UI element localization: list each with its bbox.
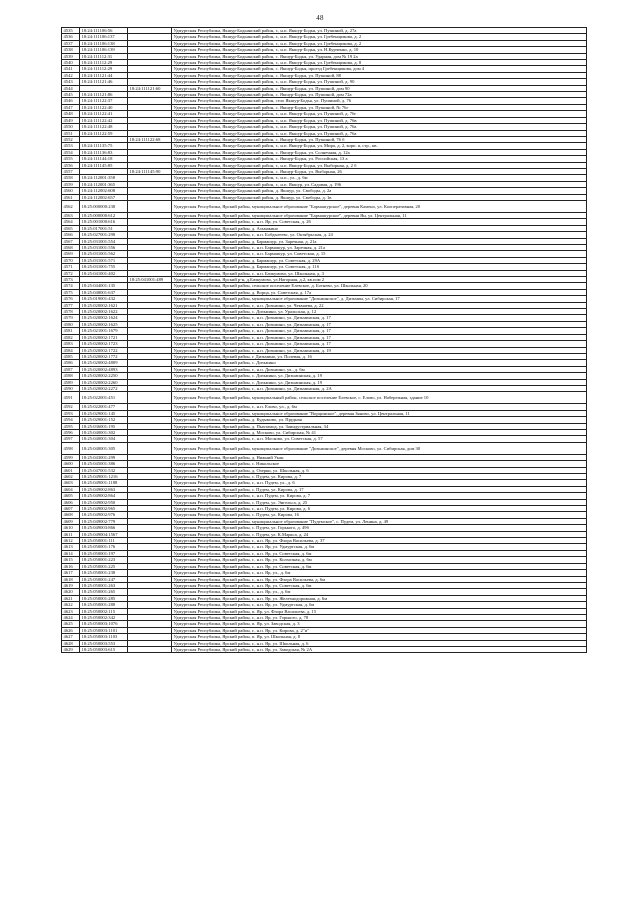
cadastral-number-cell: 18:24:111106:56 (80, 28, 128, 34)
address-cell: Удмуртская Республика, Якшур-Бодьинский район, с. Якшур-Бодья, ул. Российская, 13 а (172, 156, 587, 162)
row-number-cell: 4613 (62, 544, 80, 550)
row-number-cell: 4621 (62, 595, 80, 601)
row-number-cell: 4595 (62, 423, 80, 429)
address-cell: Удмуртская Республика, Ярский район, с. Дизьмино (172, 360, 587, 366)
cadastral-number-cell: 18:24:111122:37 (80, 98, 128, 104)
address-cell: Удмуртская Республика, Ярский район, муниципальное образование "Дизьминское", деревня Москово, ул. Сибирская, дом 30 (172, 442, 587, 454)
row-number-cell: 4624 (62, 614, 80, 620)
row-number-cell: 4542 (62, 72, 80, 78)
cadastral-number-cell: 18:25:020002:2250 (80, 373, 128, 379)
cadastral-number-cell: 18:24:111112:29 (80, 66, 128, 72)
cadastral-number-cell: 18:25:031001:571 (80, 257, 128, 263)
row-number-cell: 4586 (62, 360, 80, 366)
row-number-cell: 4615 (62, 557, 80, 563)
row-number-cell: 4560 (62, 188, 80, 194)
address-cell: Удмуртская Республика, Ярский район, муниципальное образование "Ворцинское", деревня Зяново, ул. Центральная, 11 (172, 410, 587, 416)
cadastral-number-cell: 18:25:020002:1721 (80, 334, 128, 340)
address-cell: Удмуртская Республика, Ярский район, г., н.п. Дизьмино, ул. Дизьминская, д. 17 (172, 341, 587, 347)
address-cell: Удмуртская Республика, Ярский район, с. Пудем, ул. Кирова, 16 (172, 512, 587, 518)
cadastral-number-cell: 18:24:112001:365 (80, 181, 128, 187)
previous-number-cell (128, 442, 172, 454)
cadastral-number-cell: 18:25:050003:1101 (80, 627, 128, 633)
cadastral-number-cell: 18:25:036001:195 (80, 423, 128, 429)
cadastral-number-cell: 18:25:049004:1567 (80, 531, 128, 537)
page-number: 48 (316, 14, 324, 22)
row-number-cell: 4599 (62, 454, 80, 460)
cadastral-number-cell: 18:25:050003:615 (80, 646, 128, 652)
address-cell: Удмуртская Республика, Ярский район, муниципальное образование "Пудемское", с. Пудем, ул. Ленина, д. 49 (172, 518, 587, 524)
cadastral-number-cell: 18:24:111145:85 (80, 162, 128, 168)
row-number-cell: 4578 (62, 309, 80, 315)
row-number-cell: 4546 (62, 98, 80, 104)
row-number-cell: 4579 (62, 315, 80, 321)
row-number-cell: 4562 (62, 200, 80, 212)
address-cell: Удмуртская Республика, Якшур-Бодьинский район, с. Якшур-Бодья, ул. Пушиной, 88 (172, 72, 587, 78)
address-cell: Удмуртская Республика, Ярский район, муниципальное образование "Бармашурское", деревня Камено, ул. Кооперативная, 20 (172, 200, 587, 212)
row-number-cell: 4557 (62, 168, 80, 174)
address-cell: Удмуртская Республика, Якшур-Бодьинский район, с. Якшур-Бодья, ул. Выборная, 26 (172, 168, 587, 174)
address-cell: Удмуртская Республика, Якшур-Бодьинский район, г., н.п. Якшур-Бодья, ул. Мира, д. 2, корп. я, стр., кв. (172, 143, 587, 149)
row-number-cell: 4606 (62, 499, 80, 505)
address-cell: Удмуртская Республика, Ярский район, п. Яр, ул. Флора Васильева, д. 15 (172, 608, 587, 614)
address-cell: Удмуртская Республика, Ярский район, г., н.п. Бачкумово, ул. Школьная, д. 3 (172, 270, 587, 276)
cadastral-number-cell: 18:24:111122:42 (80, 117, 128, 123)
row-number-cell: 4592 (62, 404, 80, 410)
address-cell: Удмуртская Республика, Ярский район, с. Пудем, ул. Энгельса, д. 25 (172, 499, 587, 505)
cadastral-number-cell: 18:24:111122:41 (80, 111, 128, 117)
row-number-cell: 4590 (62, 385, 80, 391)
row-number-cell: 4538 (62, 47, 80, 53)
address-cell: Удмуртская Республика, Ярский район, с. Пудем, ул. Кирова, д. 17 (172, 486, 587, 492)
address-cell: Удмуртская Республика, Ярский район, г., н.п. Яр, ул. Советская, д. 6м (172, 563, 587, 569)
address-cell: Удмуртская Республика, Якшур-Бодьинский район, с. Якшур-Бодья, ул. Солнечная, д. 12а (172, 149, 587, 155)
address-cell: Удмуртская Республика, Ярский район, д. Москово, ул. Сибирская, № 41 (172, 429, 587, 435)
cadastral-number-cell: 18:25:050001:176 (80, 544, 128, 550)
cadastral-number-cell: 18:24:111106:139 (80, 47, 128, 53)
address-cell: Удмуртская Республика, Ярский район, г., н.п. Яр, ул. Школьная, д. 6 (172, 640, 587, 646)
cadastral-number-cell: 18:25:049001:1188 (80, 480, 128, 486)
cadastral-number-cell: 18:24:111121:44 (80, 72, 128, 78)
cadastral-number-cell: 18:25:020002:1625 (80, 321, 128, 327)
row-number-cell: 4602 (62, 474, 80, 480)
address-cell: Удмуртская Республика, Якшур-Бодьинский район, д. Якшур, ул. Свободы, д. 1в (172, 194, 587, 200)
address-cell: Удмуртская Республика, Ярский район, д. Ворца, ул. Советская, д. 17а (172, 289, 587, 295)
address-cell: Удмуртская Республика, Якшур-Бодьинский район, г., н.п. Якшур-Бодья, ул. Пушиной, д. 76г (172, 111, 587, 117)
row-number-cell: 4596 (62, 429, 80, 435)
row-number-cell: 4610 (62, 525, 80, 531)
cadastral-number-cell: 18:24:111122:40 (80, 104, 128, 110)
cadastral-number-cell: 18:25:020002:1621 (80, 302, 128, 308)
address-cell: Удмуртская Республика, Якшур-Бодьинский район, с. Якшур-Бодья, проезд Гребенщикова, дом 4 (172, 66, 587, 72)
address-cell: Удмуртская Республика, Якшур-Бодьинский район, д. Якшур, ул. Свободы, д. 2а (172, 188, 587, 194)
address-cell: Удмуртская Республика, Ярский район, муниципальный район, сельское поселение Елевское, с. Елово, ул. Набережная, здание 10 (172, 392, 587, 404)
row-number-cell: 4556 (62, 162, 80, 168)
address-cell: Удмуртская Республика, Ярский район, г., н.п. Яр, ул. Горького, д. 78 (172, 614, 587, 620)
row-number-cell: 4566 (62, 232, 80, 238)
row-number-cell: 4608 (62, 512, 80, 518)
row-number-cell: 4611 (62, 531, 80, 537)
address-cell: Удмуртская Республика, Ярский район, муниципальное образование "Бармашурское", деревня Ян, ул. Центральная, 11 (172, 212, 587, 218)
cadastral-number-cell: 18:25:031001:556 (80, 245, 128, 251)
row-number-cell: 4589 (62, 379, 80, 385)
address-cell: Удмуртская Республика, Якшур-Бодьинский район, село Якшур-Бодья, ул. Пушиной, д. 76 (172, 98, 587, 104)
address-cell: Удмуртская Республика, Якшур-Бодьинский район, с. Якшур-Бодья, ул. Пушиной, 76 б (172, 136, 587, 142)
address-cell: Удмуртская Республика, Ярский район, с. Дизьмино, ул. Уральская, д. 12 (172, 309, 587, 315)
row-number-cell: 4548 (62, 111, 80, 117)
row-number-cell: 4612 (62, 538, 80, 544)
address-cell: Удмуртская Республика, Ярский район, г., н.п. Яр, ул. Советская, д. 6м (172, 550, 587, 556)
table-row (62, 646, 587, 652)
previous-number-cell (128, 392, 172, 404)
row-number-cell: 4554 (62, 149, 80, 155)
address-cell: Удмуртская Республика, Ярский р-н, д.Бачкумово, ул.Нагорная, д.2, кв.пом 2 (172, 277, 587, 283)
address-cell: Удмуртская Республика, Ярский район, г., н.п. Елово, ул., д. 6м (172, 404, 587, 410)
cadastral-number-cell: 18:25:020002:1624 (80, 315, 128, 321)
row-number-cell: 4577 (62, 302, 80, 308)
cadastral-number-cell: 18:25:050001:263 (80, 582, 128, 588)
cadastral-number-cell: 18:24:112002:657 (80, 194, 128, 200)
row-number-cell: 4616 (62, 563, 80, 569)
address-cell: Удмуртская Республика, Ярский район, п. Яр, ул. Школьная, д. 8 (172, 634, 587, 640)
cadastral-number-cell: 18:25:050001:223 (80, 557, 128, 563)
cadastral-number-cell: 18:25:050001:197 (80, 550, 128, 556)
cadastral-number-cell: 18:25:050001:288 (80, 602, 128, 608)
table-row (62, 200, 587, 212)
row-number-cell: 4563 (62, 212, 80, 218)
cadastral-number-cell: 18:25:050001:238 (80, 570, 128, 576)
cadastral-number-cell: 18:25:000000:238 (80, 200, 128, 212)
cadastral-number-cell: 18:24:111122:59 (80, 130, 128, 136)
cadastral-number-cell: 18:24:112002:608 (80, 188, 128, 194)
address-cell: Удмуртская Республика, Ярский район, сельское поселение Елевское, д. Ботнево, ул. Школьная, 20 (172, 283, 587, 289)
cadastral-number-cell: 18:25:031001:755 (80, 264, 128, 270)
cadastral-number-cell: 18:25:049002:965 (80, 506, 128, 512)
row-number-cell: 4591 (62, 392, 80, 404)
row-number-cell: 4617 (62, 570, 80, 576)
address-cell: Удмуртская Республика, Якшур-Бодьинский район, г., н.п. Якшур-Бодья, ул. Пушиной, д. 76в (172, 117, 587, 123)
row-number-cell: 4627 (62, 634, 80, 640)
address-cell: Удмуртская Республика, Якшур-Бодьинский район, г., н.п. Якшур-Бодья, ул. Пушиной, д. 76а (172, 124, 587, 130)
row-number-cell: 4552 (62, 136, 80, 142)
row-number-cell: 4582 (62, 334, 80, 340)
cadastral-number-cell: 18:25:020002:4809 (80, 360, 128, 366)
row-number-cell: 4601 (62, 467, 80, 473)
registry-body (62, 28, 587, 653)
cadastral-number-cell: 18:25:047001:532 (80, 467, 128, 473)
row-number-cell: 4583 (62, 341, 80, 347)
address-cell: Удмуртская Республика, Ярский район, г., н.п. Яр, ул. Удмуртская, д. 6м (172, 602, 587, 608)
cadastral-number-cell: 18:25:017001:51 (80, 225, 128, 231)
cadastral-number-cell: 18:24:111112:29 (80, 60, 128, 66)
address-cell: Удмуртская Республика, Ярский район, г., н.п. Яр, ул. Железнодорожная, д. 6м (172, 595, 587, 601)
cadastral-number-cell: 18:25:049002:976 (80, 512, 128, 518)
row-number-cell: 4598 (62, 442, 80, 454)
cadastral-number-cell: 18:24:111121:86 (80, 92, 128, 98)
cadastral-number-cell: 18:25:050003:1076 (80, 621, 128, 627)
cadastral-number-cell: 18:25:050001:265 (80, 589, 128, 595)
address-cell: Удмуртская Республика, Якшур-Бодьинский район, с. Якшур-Бодья, ул. Пушиной, дом 90 (172, 85, 587, 91)
cadastral-number-cell: 18:25:022001:477 (80, 404, 128, 410)
address-cell: Удмуртская Республика, Якшур-Бодьинский район, с. Якшур-Бодья, ул. Пушиной, дом 72а (172, 92, 587, 98)
row-number-cell: 4600 (62, 461, 80, 467)
address-cell: Удмуртская Республика, Ярский район, г., н.п. Яр, ул. Флора Васильева, д. 6м (172, 576, 587, 582)
row-number-cell: 4544 (62, 85, 80, 91)
address-cell: Удмуртская Республика, Ярский район, г., н.п. Яр, ул., д. 6м (172, 589, 587, 595)
cadastral-number-cell: 18:25:001000:616 (80, 219, 128, 225)
row-number-cell: 4618 (62, 576, 80, 582)
cadastral-number-cell: 18:25:049002:779 (80, 518, 128, 524)
row-number-cell: 4570 (62, 257, 80, 263)
row-number-cell: 4558 (62, 175, 80, 181)
address-cell: Удмуртская Республика, Якшур-Бодьинский район, г., н.п. Якшур-Бодья, ул. Пушиной, д. 27а (172, 28, 587, 34)
row-number-cell: 4588 (62, 373, 80, 379)
row-number-cell: 4609 (62, 518, 80, 524)
previous-number-cell: 18:24:111145:90 (128, 168, 172, 174)
cadastral-number-cell: 18:24:111144:18 (80, 156, 128, 162)
address-cell: Удмуртская Республика, Ярский район, с. Пудем, ул. К.Маркса, д. 24 (172, 531, 587, 537)
address-cell: Удмуртская Республика, Ярский район, д. Кудымово, ул. Прудная (172, 417, 587, 423)
cadastral-number-cell: 18:25:050003:553 (80, 640, 128, 646)
cadastral-number-cell: 18:25:050001:285 (80, 595, 128, 601)
registry-table (61, 27, 587, 653)
row-number-cell: 4553 (62, 143, 80, 149)
cadastral-number-cell: 18:25:049002:863 (80, 486, 128, 492)
cadastral-number-cell: 18:25:020002:2272 (80, 385, 128, 391)
cadastral-number-cell: 18:25:029001:145 (80, 410, 128, 416)
row-number-cell: 4580 (62, 321, 80, 327)
row-number-cell: 4587 (62, 366, 80, 372)
cadastral-number-cell: 18:25:049003:866 (80, 525, 128, 531)
address-cell: Удмуртская Республика, Якшур-Бодьинский район, г., н.п. Якшур-Бодья, ул. Гребенщикова, д. 2 (172, 40, 587, 46)
row-number-cell: 4581 (62, 328, 80, 334)
address-cell: Удмуртская Республика, Ярский район, г., н.п. Дизьмино, ул. Дизьминская, д. 17 (172, 321, 587, 327)
address-cell: Удмуртская Республика, Ярский район, г., н.п. Яр, ул. Колхозная, д. 6м (172, 557, 587, 563)
row-number-cell: 4574 (62, 283, 80, 289)
row-number-cell: 4585 (62, 353, 80, 359)
row-number-cell: 4594 (62, 417, 80, 423)
address-cell: Удмуртская Республика, Ярский район, г., н.п. Москово, ул. Советская, д. 57 (172, 436, 587, 442)
address-cell: Удмуртская Республика, Якшур-Бодьинский район, с. Якшур-Бодья, ул. Пушиной, № 76г (172, 104, 587, 110)
cadastral-number-cell: 18:24:111106:137 (80, 34, 128, 40)
row-number-cell: 4549 (62, 117, 80, 123)
address-cell: Удмуртская Республика, Ярский район, г., н.п. Пудем, ул. Кирова, д. 6 (172, 506, 587, 512)
address-cell: Удмуртская Республика, Ярский район, муниципальное образование "Дизьминское", д. Дизьмин, ул. Сибирская, 17 (172, 296, 587, 302)
cadastral-number-cell: 18:24:111135:75 (80, 143, 128, 149)
row-number-cell: 4575 (62, 289, 80, 295)
row-number-cell: 4537 (62, 40, 80, 46)
cadastral-number-cell: 18:25:049002:864 (80, 493, 128, 499)
address-cell: Удмуртская Республика, Якшур-Бодьинский район, г., н.п. Якшур-Бодья, ул. Гребенщикова, д. 2 (172, 34, 587, 40)
cadastral-number-cell: 18:25:031001:562 (80, 251, 128, 257)
cadastral-number-cell: 18:25:040001:302 (80, 429, 128, 435)
address-cell: Удмуртская Республика, Якшур-Бодьинский район, г., н.п. Якшур-Бодья, ул. Гребенщикова, д. 8 (172, 60, 587, 66)
cadastral-number-cell: 18:24:111122:48 (80, 124, 128, 130)
cadastral-number-cell: 18:25:044001:135 (80, 283, 128, 289)
address-cell: Удмуртская Республика, Ярский район, г., н.п. Дизьмино, ул. Дизьминская, д. 17 (172, 334, 587, 340)
cadastral-number-cell: 18:25:041001:402 (80, 270, 128, 276)
row-number-cell: 4576 (62, 296, 80, 302)
address-cell: Удмуртская Республика, Якшур-Бодьинский район, с. Якшур-Бодья, ул. Ударная, дом № 19 2а (172, 53, 587, 59)
row-number-cell: 4604 (62, 486, 80, 492)
address-cell: Удмуртская Республика, Ярский район, д. Бармашур, ул. Советская, д. 29А (172, 257, 587, 263)
cadastral-number-cell: 18:25:050002:342 (80, 614, 128, 620)
row-number-cell: 4541 (62, 66, 80, 72)
row-number-cell: 4614 (62, 550, 80, 556)
address-cell: Удмуртская Республика, Ярский район, г., н.п. Дизьмино, ул. Дизьминская, д. 17 (172, 328, 587, 334)
row-number-cell: 4551 (62, 130, 80, 136)
cadastral-number-cell: 18:25:020002:1722 (80, 347, 128, 353)
address-cell: Удмуртская Республика, Ярский район, г., н.п. Яр, ул. Флора Васильева, д. 37 (172, 538, 587, 544)
cadastral-number-cell: 18:25:040001:304 (80, 436, 128, 442)
address-cell: Удмуртская Республика, Якшур-Бодьинский район, г., н.п. Якшур, ул. Садовая, д. 196 (172, 181, 587, 187)
row-number-cell: 4547 (62, 104, 80, 110)
row-number-cell: 4540 (62, 60, 80, 66)
cadastral-number-cell: 18:25:020002:1723 (80, 341, 128, 347)
address-cell: Удмуртская Республика, Якшур-Бодьинский район, г., н.п. Якшур-Бодья, ул. Выборная, д. 2 б (172, 162, 587, 168)
address-cell: Удмуртская Республика, Якшур-Бодьинский район, г., н.п. Якшур-Бодья, ул. Н.Курченко, д. 10 (172, 47, 587, 53)
cadastral-number-cell: 18:25:000000:612 (80, 212, 128, 218)
previous-number-cell (128, 200, 172, 212)
row-number-cell: 4567 (62, 238, 80, 244)
cadastral-number-cell: 18:25:043001:299 (80, 454, 128, 460)
previous-number-cell (128, 646, 172, 652)
cadastral-number-cell: 18:25:020002:4893 (80, 366, 128, 372)
address-cell: Удмуртская Республика, Ярский район, д. Нижний Укан (172, 454, 587, 460)
row-number-cell: 4622 (62, 602, 80, 608)
address-cell: Удмуртская Республика, Ярский район, г., н.п. Дизьмино, ул. Дизьминская, д. 19 (172, 347, 587, 353)
address-cell: Удмуртская Республика, Ярский район, г., н.п. Дизьмино, ул. Дизьминская, д. 2А (172, 385, 587, 391)
address-cell: Удмуртская Республика, Ярский район, с. Никольское (172, 461, 587, 467)
row-number-cell: 4543 (62, 79, 80, 85)
row-number-cell: 4565 (62, 225, 80, 231)
previous-number-cell: 18:24:111122:68 (128, 136, 172, 142)
address-cell: Удмуртская Республика, Ярский район, д. Бармашур, ул. Заречная, д. 21а (172, 238, 587, 244)
address-cell: Удмуртская Республика, Ярский район, д. Пыхтамод, ул. Заиндустриальная, 34 (172, 423, 587, 429)
cadastral-number-cell: 18:25:048001:637 (80, 289, 128, 295)
row-number-cell: 4539 (62, 53, 80, 59)
address-cell: Удмуртская Республика, Ярский район, д. Озерки, ул. Школьная, д. 6 (172, 467, 587, 473)
row-number-cell: 4623 (62, 608, 80, 614)
row-number-cell: 4584 (62, 347, 80, 353)
row-number-cell: 4605 (62, 493, 80, 499)
address-cell: Удмуртская Республика, Ярский район, г., н.п. Яр, ул. Советская, д. 6м (172, 582, 587, 588)
row-number-cell: 4572 (62, 270, 80, 276)
row-number-cell: 4573 (62, 277, 80, 283)
cadastral-number-cell: 18:25:029001:152 (80, 417, 128, 423)
row-number-cell: 4619 (62, 582, 80, 588)
row-number-cell: 4559 (62, 181, 80, 187)
cadastral-number-cell: 18:25:027001:298 (80, 232, 128, 238)
cadastral-number-cell: 18:25:020002:1772 (80, 353, 128, 359)
address-cell: Удмуртская Республика, Ярский район, с. Дизьмино, ул. Дизьминская, д. 19 (172, 379, 587, 385)
address-cell: Удмуртская Республика, Ярский район, г., н.п. Яр, ул. Заводская, № 2А (172, 646, 587, 652)
cadastral-number-cell: 18:25:050001:111 (80, 538, 128, 544)
row-number-cell: 4625 (62, 621, 80, 627)
address-cell: Удмуртская Республика, Ярский район, г., н.п. Дизьмино, ул. Дизьминская, д. 17 (172, 315, 587, 321)
address-cell: Удмуртская Республика, Ярский район, г., н.п. Дизьмино, ул. Чекмаева, д. 22 (172, 302, 587, 308)
cadastral-number-cell: 18:25:040001:305 (80, 442, 128, 454)
address-cell: Удмуртская Республика, Ярский район, г., н.п. Яр, ул., д. 6м (172, 570, 587, 576)
cadastral-number-cell: 18:25:031001:554 (80, 238, 128, 244)
row-number-cell: 4628 (62, 640, 80, 646)
address-cell: Удмуртская Республика, Якшур-Бодьинский район, г., н.п. Якшур-Бодья, ул. Пушиной, д. 90 (172, 79, 587, 85)
address-cell: Удмуртская Республика, Ярский район, с. Пудем, ул. Горького, д. 49б (172, 525, 587, 531)
cadastral-number-cell: 18:24:111112:31 (80, 53, 128, 59)
address-cell: Удмуртская Республика, Ярский район, г., н.п. Бармашур, ул. Заречная, д. 21а (172, 245, 587, 251)
row-number-cell: 4597 (62, 436, 80, 442)
address-cell: Удмуртская Республика, Ярский район, д. Бармашур, ул. Советская, д. 11б (172, 264, 587, 270)
address-cell: Удмуртская Республика, Ярский район, с. Пудем, ул. Кирова, д. 7 (172, 474, 587, 480)
previous-number-cell: 18:24:111121:60 (128, 85, 172, 91)
address-cell: Удмуртская Республика, Ярский район, г., н.п. Бобдыгеевс, ул. Октябрьская, д. 24 (172, 232, 587, 238)
address-cell: Удмуртская Республика, Ярский район, г., н.п. Яр, ул. Советская, д. 26 (172, 219, 587, 225)
row-number-cell: 4569 (62, 251, 80, 257)
address-cell: Удмуртская Республика, Ярский район, д. Азьмакино (172, 225, 587, 231)
cadastral-number-cell: 18:25:049002:950 (80, 499, 128, 505)
address-cell: Удмуртская Республика, Ярский район, г., н.п. Яр, ул. Удмуртская, д. 6м (172, 544, 587, 550)
cadastral-number-cell: 18:25:020002:1622 (80, 309, 128, 315)
row-number-cell: 4571 (62, 264, 80, 270)
address-cell: Удмуртская Республика, Ярский район, г. Дизьмино, ул. Полевая, д. 16 (172, 353, 587, 359)
address-cell: Удмуртская Республика, Ярский район, г., н.п. Дизьмино, ул., д. 6м (172, 366, 587, 372)
cadastral-number-cell: 18:24:111106:138 (80, 40, 128, 46)
cadastral-number-cell: 18:25:050001:247 (80, 576, 128, 582)
row-number-cell: 4607 (62, 506, 80, 512)
table-row (62, 392, 587, 404)
cadastral-number-cell: 18:25:049001:1216 (80, 474, 128, 480)
row-number-cell: 4550 (62, 124, 80, 130)
table-row (62, 442, 587, 454)
row-number-cell: 4536 (62, 34, 80, 40)
cadastral-number-cell: 18:24:111121:46 (80, 79, 128, 85)
row-number-cell: 4564 (62, 219, 80, 225)
row-number-cell: 4535 (62, 28, 80, 34)
row-number-cell: 4603 (62, 480, 80, 486)
row-number-cell: 4545 (62, 92, 80, 98)
cadastral-number-cell: 18:25:050002:115 (80, 608, 128, 614)
cadastral-number-cell: 18:25:022001:451 (80, 392, 128, 404)
row-number-cell: 4629 (62, 646, 80, 652)
address-cell: Удмуртская Республика, Ярский район, г., н.п. Пудем, ул. Кирова, д. 7 (172, 493, 587, 499)
cadastral-number-cell: 18:24:111136:83 (80, 149, 128, 155)
cadastral-number-cell: 18:25:050003:1103 (80, 634, 128, 640)
row-number-cell: 4561 (62, 194, 80, 200)
row-number-cell: 4568 (62, 245, 80, 251)
cadastral-number-cell: 18:25:050001:225 (80, 563, 128, 569)
cadastral-number-cell: 18:25:019001:432 (80, 296, 128, 302)
row-number-cell: 4555 (62, 156, 80, 162)
address-cell: Удмуртская Республика, Ярский район, г., н.п. Пудем, ул., д. 6 (172, 480, 587, 486)
previous-number-cell: 18:25:041001:489 (128, 277, 172, 283)
address-cell: Удмуртская Республика, Ярский район, г., н.п. Бармашур, ул. Советская, д. 15 (172, 251, 587, 257)
address-cell: Удмуртская Республика, Якшур-Бодьинский район, г., н.п., ул., д. 6м (172, 175, 587, 181)
cadastral-number-cell: 18:25:045001:386 (80, 461, 128, 467)
row-number-cell: 4620 (62, 589, 80, 595)
address-cell: Удмуртская Республика, Якшур-Бодьинский район, г., н.п. Якшур-Бодья, ул. Пушиной, д. 76а (172, 130, 587, 136)
address-cell: Удмуртская Республика, Ярский район, п. Яр, ул. Заводская, д. 3 (172, 621, 587, 627)
cadastral-number-cell: 18:25:021001:1679 (80, 328, 128, 334)
cadastral-number-cell: 18:24:112001:358 (80, 175, 128, 181)
address-cell: Удмуртская Республика, Ярский район, г., н.п. Яр, ул. Кирова, д. 2"и" (172, 627, 587, 633)
row-number-cell: 4593 (62, 410, 80, 416)
cadastral-number-cell: 18:25:020002:2260 (80, 379, 128, 385)
row-number-cell: 4626 (62, 627, 80, 633)
address-cell: Удмуртская Республика, Ярский район, с. Дизьмино, ул. Дизьминская, д. 19 (172, 373, 587, 379)
